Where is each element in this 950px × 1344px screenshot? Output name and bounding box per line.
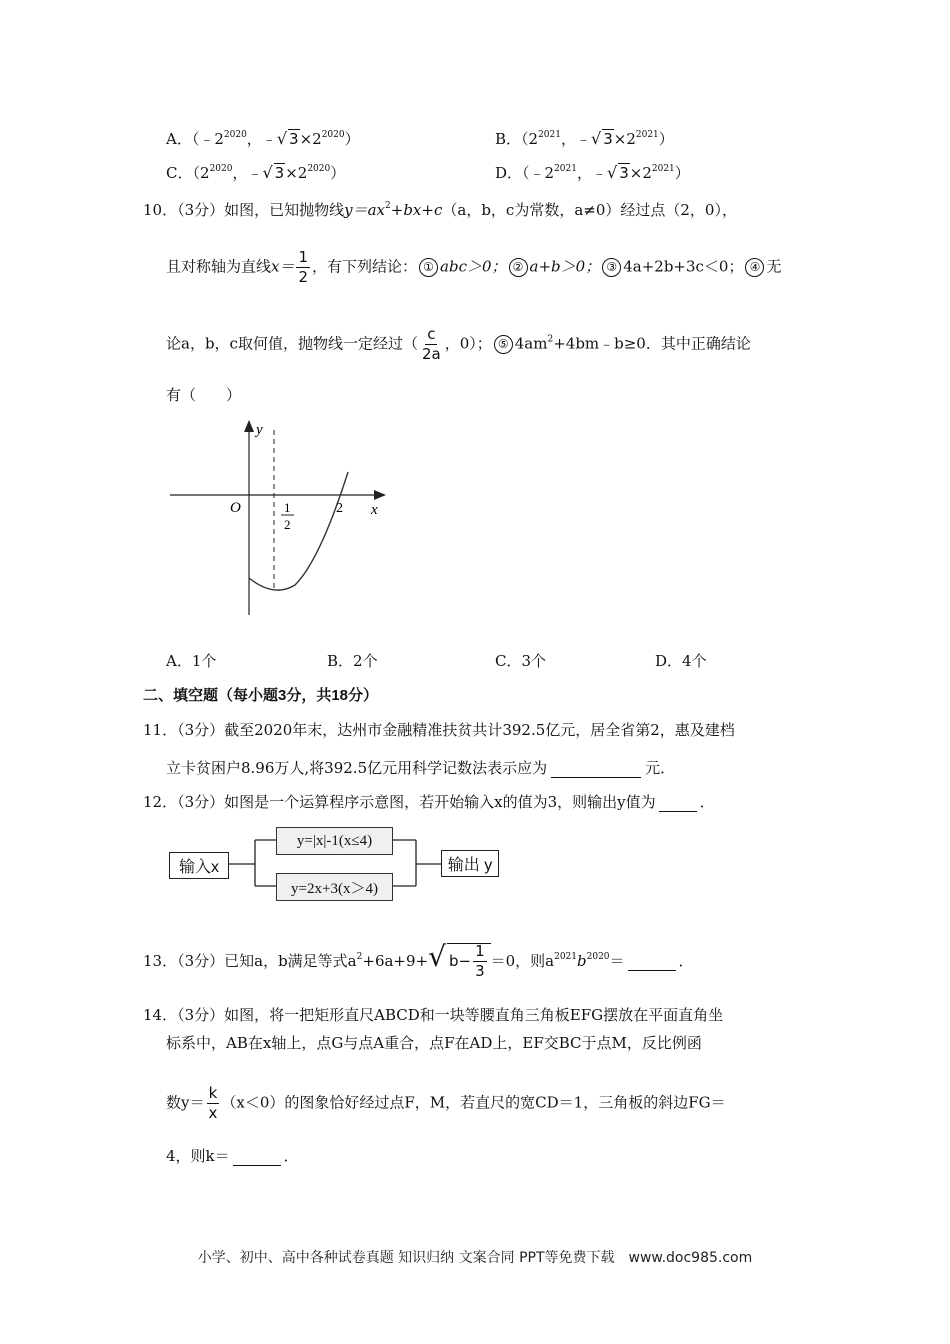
q9-option-a: A．（$﹣2^{2020}$，﹣√ $3\times 2^{2020}$） [166, 129, 360, 148]
q10-line4: 有（ ） [166, 386, 242, 404]
page-footer: 小学、初中、高中各种试卷真题 知识归纳 文案合同 PPT等免费下载 www.doc985.com [197, 1250, 753, 1266]
origin-label: O [230, 500, 241, 516]
parabola-curve [249, 472, 348, 590]
q14-line1: 14．（3分）如图，将一把矩形直尺ABCD和一块等腰直角三角板EFG摆放在平面直角坐 [143, 1006, 724, 1024]
two-tick-label: 2 [336, 501, 343, 516]
q13-line: 13．（3分）已知a，b满足等式$a^2+6a+9+√$ b− $\frac{1}{3}$ ＝0，则$a^{2021}b^{2020}=$ ． [143, 940, 694, 980]
flowchart-formula-top: y=|x|-1(x≤4) [276, 827, 393, 855]
fraction-one-half: $\frac{1}{2}$ [298, 248, 309, 286]
q9-option-b: B．（$2^{2021}$，﹣√ $3\times 2^{2021}$） [495, 129, 674, 148]
q14-line3: 数y＝ $\frac{k}{x}$ （x＜0）的图象恰好经过点F，M，若直尺的宽CD＝1，三角板的斜边FG＝ [166, 1084, 726, 1122]
flowchart-output-box: 输出 y [441, 850, 499, 877]
answer-blank[interactable] [551, 759, 641, 778]
q10-line1: 10．（3分）如图，已知抛物线$y=ax^2+bx+c(a$，b，c为常数，a≠0）经过点（2，0）， [143, 201, 737, 219]
answer-blank[interactable] [659, 793, 697, 812]
flowchart-input-box: 输入x [169, 852, 229, 879]
q11-line1: 11．（3分）截至2020年末，达州市金融精准扶贫共计392.5亿元，居全省第2，惠及建档 [143, 721, 735, 739]
q10-line3: 论a，b，c取何值，抛物线一定经过（ $\frac{c}{2a}$ ，0）； ⑤ $4am^2+4bm﹣b\ge 0$．其中正确结论 [166, 325, 751, 363]
y-axis-arrow [244, 420, 254, 432]
q14-line2: 标系中，AB在x轴上，点G与点A重合，点F在AD上，EF交BC于点M，反比例函 [166, 1034, 702, 1052]
q9-option-c: C．（$2^{2020}$，﹣√ $3\times 2^{2020}$） [166, 163, 346, 182]
section-heading: 二、填空题（每小题3分，共18分） [143, 687, 379, 704]
q12-line1: 12．（3分）如图是一个运算程序示意图，若开始输入x的值为3，则输出y值为 ． [143, 793, 715, 811]
parabola-graph [160, 410, 400, 630]
fraction-c-over-2a: $\frac{c}{2a}$ [421, 325, 441, 363]
q10-line2: 且对称轴为直线x＝ $\frac{1}{2}$ ，有下列结论： ① abc＞0； ② a+b＞0； ③ 4a+2b+3c＜0； ④ 无 [166, 248, 782, 286]
q10-option-c: C．3个 [495, 652, 547, 670]
half-tick-num: 1 [284, 500, 291, 515]
q10-option-d: D．4个 [655, 652, 707, 670]
q10-option-b: B．2个 [327, 652, 378, 670]
flowchart-formula-bottom: y=2x+3(x＞4) [276, 873, 393, 901]
q9-option-d: D．（$﹣2^{2021}$，﹣√ $3\times 2^{2021}$） [495, 163, 690, 182]
q11-line2: 立卡贫困户8.96万人,将392.5亿元用科学记数法表示应为 元． [166, 759, 676, 777]
answer-blank[interactable] [233, 1147, 281, 1166]
half-tick-den: 2 [284, 517, 291, 532]
answer-blank[interactable] [628, 952, 676, 971]
fraction-k-over-x: $\frac{k}{x}$ [208, 1084, 218, 1122]
y-axis-label: y [256, 422, 263, 438]
q10-option-a: A．1个 [166, 652, 217, 670]
x-axis-label: x [371, 502, 378, 518]
q14-line4: 4，则k＝ ． [166, 1147, 299, 1165]
x-axis-arrow [374, 490, 386, 500]
